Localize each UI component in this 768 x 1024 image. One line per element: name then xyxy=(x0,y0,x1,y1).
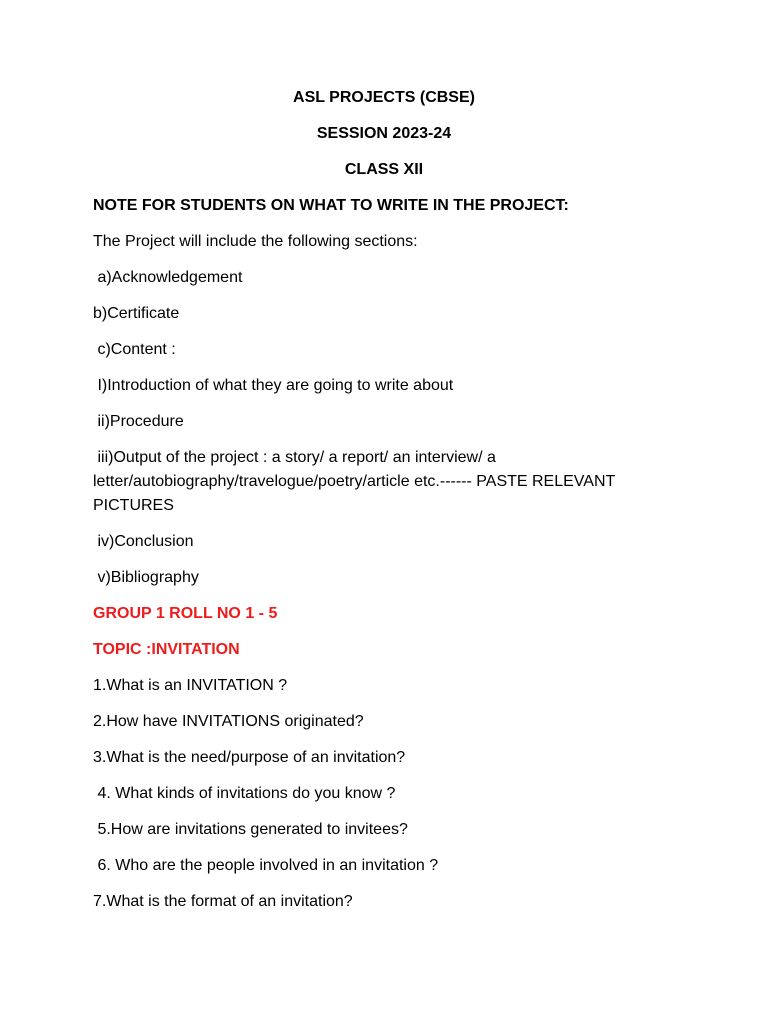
intro-text: The Project will include the following sections: xyxy=(93,233,418,250)
question-5: 5.How are invitations generated to invitees? xyxy=(93,821,408,838)
section-introduction: I)Introduction of what they are going to write about xyxy=(93,377,454,394)
class-label: CLASS XII xyxy=(344,161,424,178)
question-3: 3.What is the need/purpose of an invitation? xyxy=(93,749,406,766)
section-output: iii)Output of the project : a story/ a report/ an interview/ a letter/autobiography/travelogue/poetry/article etc.------ PASTE RELEVANT PICTURES xyxy=(93,449,620,514)
question-4: 4. What kinds of invitations do you know ? xyxy=(93,785,396,802)
section-content: c)Content : xyxy=(93,341,176,358)
section-bibliography: v)Bibliography xyxy=(93,569,199,586)
section-conclusion: iv)Conclusion xyxy=(93,533,194,550)
question-7: 7.What is the format of an invitation? xyxy=(93,893,353,910)
note-heading: NOTE FOR STUDENTS ON WHAT TO WRITE IN THE PROJECT: xyxy=(93,197,569,214)
section-procedure: ii)Procedure xyxy=(93,413,184,430)
section-acknowledgement: a)Acknowledgement xyxy=(93,269,243,286)
question-6: 6. Who are the people involved in an invitation ? xyxy=(93,857,439,874)
question-2: 2.How have INVITATIONS originated? xyxy=(93,713,364,730)
document-title: ASL PROJECTS (CBSE) xyxy=(293,89,475,106)
session-label: SESSION 2023-24 xyxy=(316,125,452,142)
topic-label: TOPIC :INVITATION xyxy=(93,641,240,658)
question-1: 1.What is an INVITATION ? xyxy=(93,677,288,694)
group-label: GROUP 1 ROLL NO 1 - 5 xyxy=(93,605,278,622)
section-certificate: b)Certificate xyxy=(93,305,180,322)
